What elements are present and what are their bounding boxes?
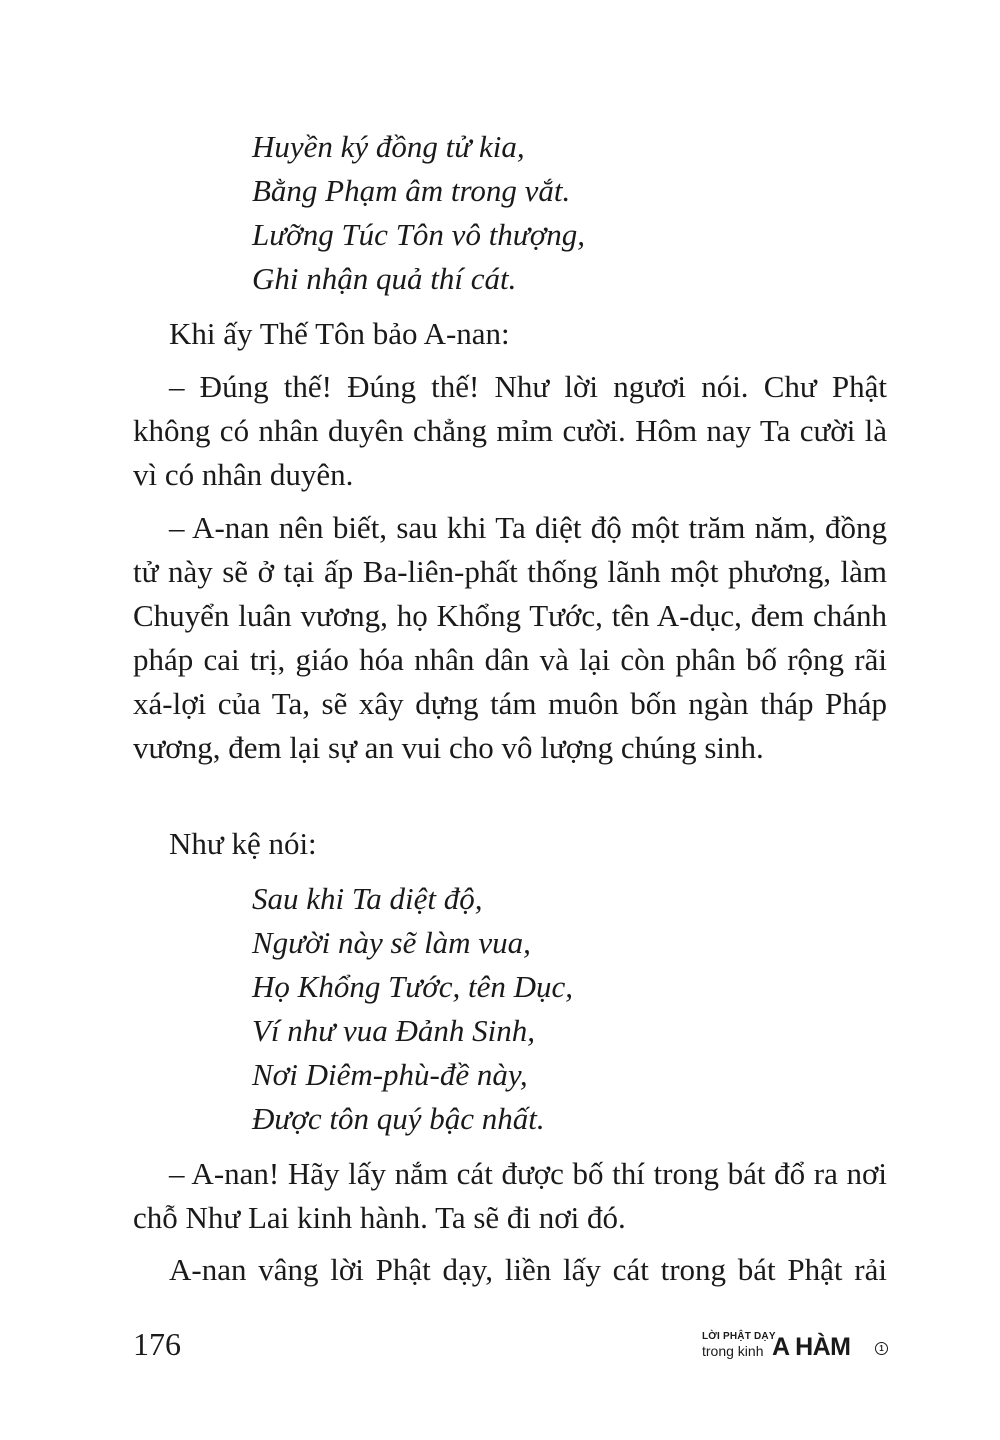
paragraph-reply: – Đúng thế! Đúng thế! Như lời ngươi nói. Chư Phật không có nhân duyên chẳng mỉm cười. Hôm nay Ta cười là vì có nhân duyên. xyxy=(133,369,887,492)
logo-subtitle-bottom: trong kinh xyxy=(702,1343,764,1359)
paragraph-verse-intro: Như kệ nói: xyxy=(169,826,317,861)
paragraph-intro: Khi ấy Thế Tôn bảo A-nan: xyxy=(169,316,510,351)
verse-line: Họ Khổng Tước, tên Dục, xyxy=(252,969,574,1004)
book-series-logo xyxy=(698,1330,888,1366)
page-number: 176 xyxy=(133,1326,181,1362)
verse-line: Ghi nhận quả thí cát. xyxy=(252,261,517,296)
paragraph-instruction: – A-nan! Hãy lấy nắm cát được bố thí trong bát đổ ra nơi chỗ Như Lai kinh hành. Ta sẽ đi nơi đó. xyxy=(133,1156,887,1235)
verse-line: Bằng Phạm âm trong vắt. xyxy=(252,173,571,208)
logo-subtitle-top: LỜI PHẬT DẠY xyxy=(702,1331,776,1342)
verse-line: Được tôn quý bậc nhất. xyxy=(252,1101,545,1136)
verse-line: Sau khi Ta diệt độ, xyxy=(252,881,483,916)
verse-line: Nơi Diêm-phù-đề này, xyxy=(252,1057,528,1092)
verse-block-2 xyxy=(252,877,573,1141)
paragraph-continuation: A-nan vâng lời Phật dạy, liền lấy cát trong bát Phật rải xyxy=(169,1252,887,1287)
verse-block-1 xyxy=(252,125,585,301)
verse-line: Ví như vua Đảnh Sinh, xyxy=(252,1013,535,1048)
verse-line: Lưỡng Túc Tôn vô thượng, xyxy=(252,217,586,252)
volume-badge: 1 xyxy=(875,1342,888,1355)
paragraph-prophecy: – A-nan nên biết, sau khi Ta diệt độ một trăm năm, đồng tử này sẽ ở tại ấp Ba-liên-phất thống lãnh một phương, làm Chuyển luân vương, họ Khổng Tước, tên A-dục, đem chánh pháp cai trị, giáo hóa nhân dân và lại còn phân bố rộng rãi xá-lợi của Ta, sẽ xây dựng tám muôn bốn ngàn tháp Pháp vương, đem lại sự an vui cho vô lượng chúng sinh. xyxy=(133,510,887,765)
verse-line: Huyền ký đồng tử kia, xyxy=(252,129,525,164)
logo-title: A HÀM xyxy=(772,1333,851,1361)
verse-line: Người này sẽ làm vua, xyxy=(252,925,531,960)
